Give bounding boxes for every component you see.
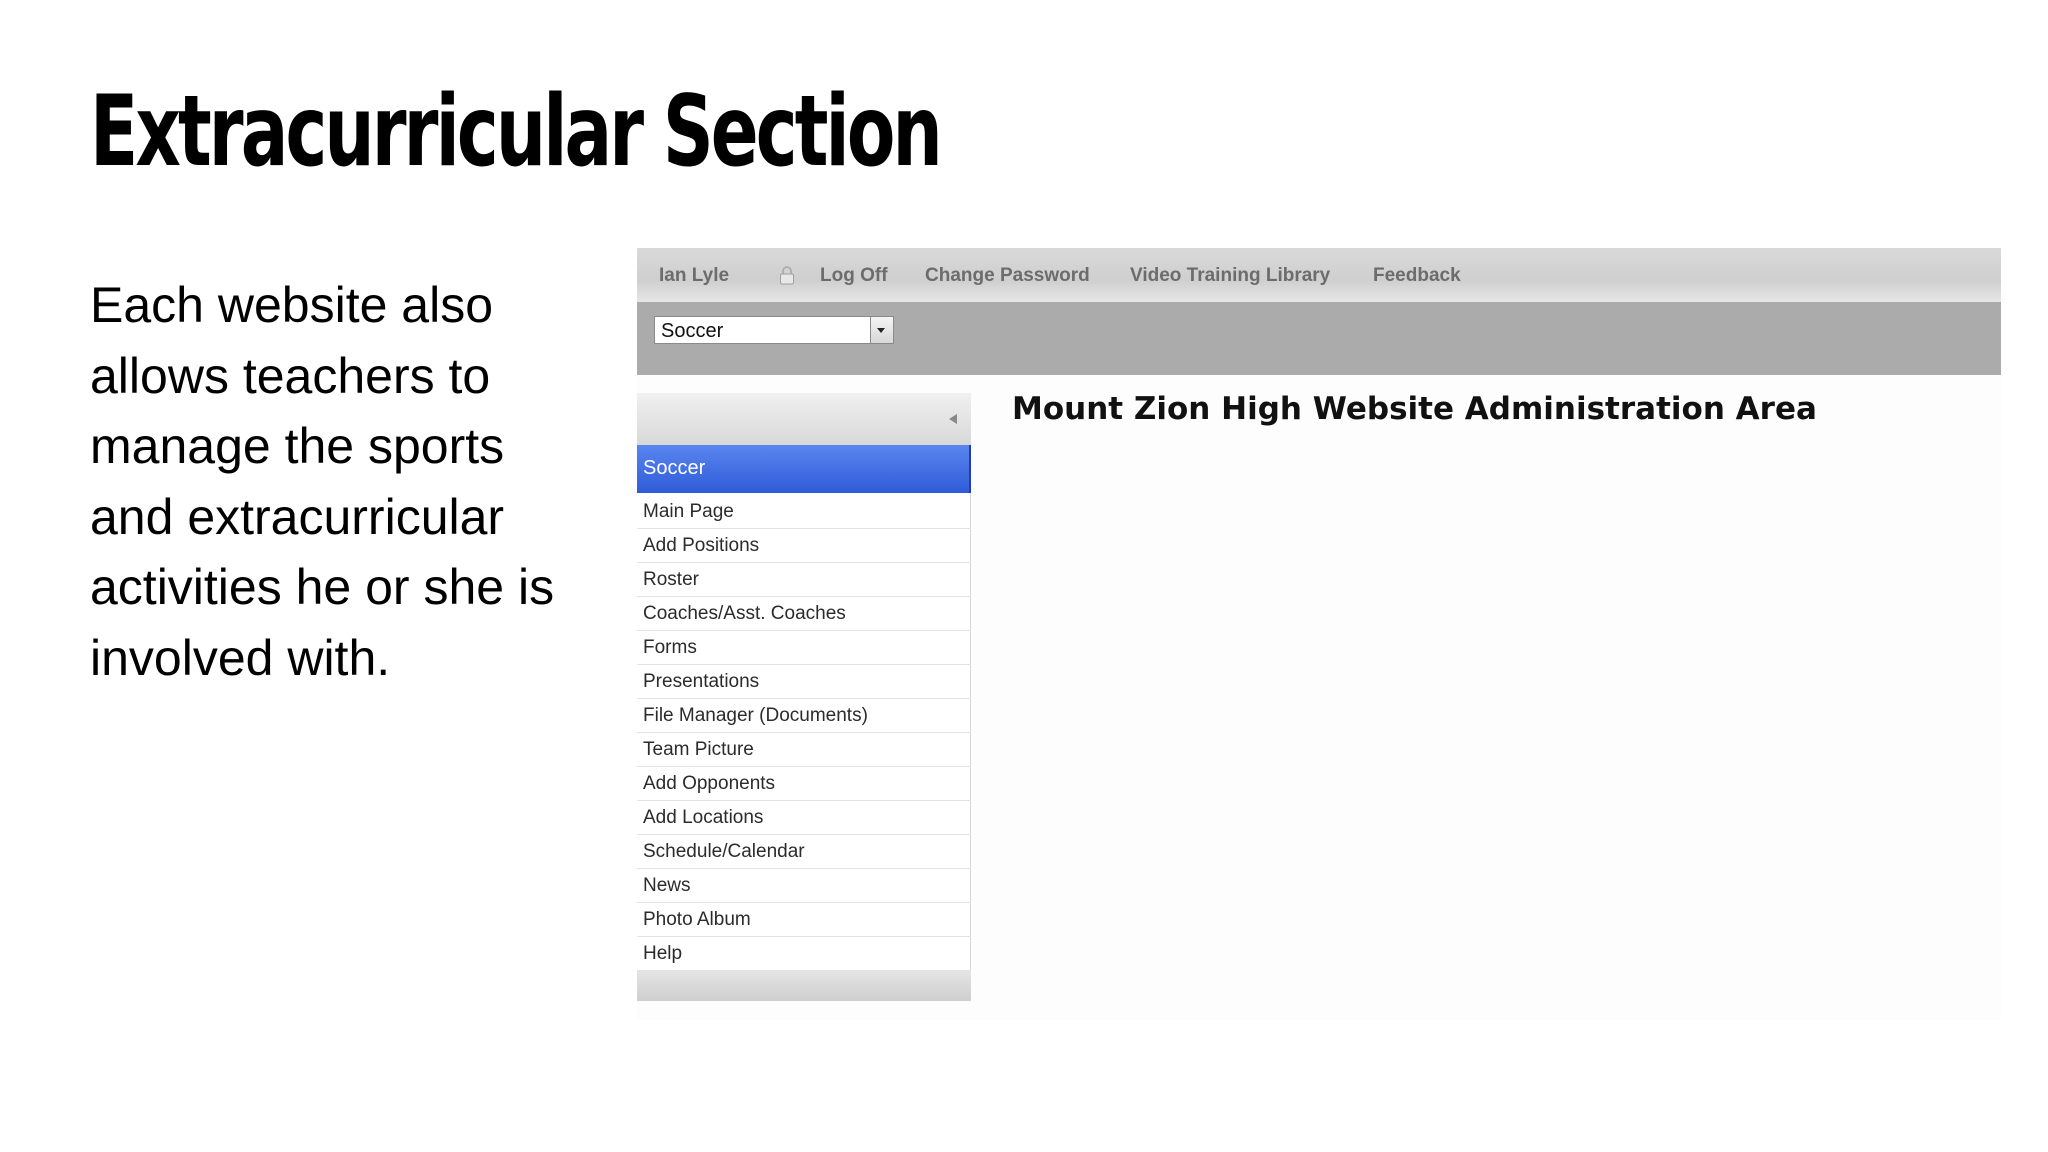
user-name: Ian Lyle <box>659 265 730 286</box>
sidebar-item-label: News <box>643 875 691 896</box>
sidebar-item-add-opponents[interactable] <box>637 767 971 801</box>
sidebar-item-add-locations[interactable] <box>637 801 971 835</box>
sidebar-item-label: Photo Album <box>643 909 751 930</box>
sidebar-footer <box>637 971 971 1001</box>
sidebar-item-team-picture[interactable] <box>637 733 971 767</box>
admin-area-heading: Mount Zion High Website Administration Area <box>1012 391 1817 427</box>
change-password-link[interactable]: Change Password <box>925 265 1090 286</box>
sidebar-item-photo-album[interactable] <box>637 903 971 937</box>
sidebar-item-main-page[interactable] <box>637 495 971 529</box>
sidebar-item-label: Presentations <box>643 671 760 692</box>
lock-icon <box>779 265 795 285</box>
sidebar-item-add-positions[interactable] <box>637 529 971 563</box>
sidebar-header <box>637 393 971 445</box>
slide-body-text: Each website also allows teachers to manage the sports and extracurricular activities he or she is involved with. <box>90 277 555 686</box>
sidebar-item-news[interactable] <box>637 869 971 903</box>
sidebar-item-label: Add Opponents <box>643 773 776 794</box>
sidebar-item-label: Schedule/Calendar <box>643 841 805 862</box>
collapse-arrow-icon[interactable] <box>949 414 957 424</box>
logoff-link[interactable]: Log Off <box>820 265 888 286</box>
feedback-link[interactable]: Feedback <box>1373 265 1461 286</box>
sidebar-item-presentations[interactable] <box>637 665 971 699</box>
sidebar-item-label: Coaches/Asst. Coaches <box>643 603 846 624</box>
sidebar-section-label: Soccer <box>643 457 706 479</box>
sidebar-item-forms[interactable] <box>637 631 971 665</box>
sidebar-item-label: File Manager (Documents) <box>643 705 868 726</box>
sidebar-item-label: Main Page <box>643 501 734 522</box>
activity-select-value: Soccer <box>661 320 724 342</box>
chevron-down-icon[interactable] <box>870 317 893 343</box>
sidebar-item-schedule[interactable] <box>637 835 971 869</box>
sidebar-item-label: Help <box>643 943 683 964</box>
sidebar-item-file-manager[interactable] <box>637 699 971 733</box>
sidebar-item-label: Roster <box>643 569 699 590</box>
slide-title: Extracurricular Section <box>90 75 940 189</box>
embedded-screenshot <box>637 248 2001 1020</box>
sidebar <box>637 393 971 1001</box>
sidebar-item-coaches[interactable] <box>637 597 971 631</box>
sidebar-item-roster[interactable] <box>637 563 971 597</box>
sidebar-item-label: Forms <box>643 637 697 658</box>
sidebar-item-label: Team Picture <box>643 739 754 760</box>
sidebar-section-soccer[interactable] <box>637 445 971 493</box>
activity-select[interactable] <box>654 316 894 344</box>
sidebar-item-help[interactable] <box>637 937 971 971</box>
video-training-link[interactable]: Video Training Library <box>1130 265 1331 286</box>
sidebar-item-label: Add Positions <box>643 535 760 556</box>
sidebar-item-label: Add Locations <box>643 807 764 828</box>
top-nav-bar <box>637 248 2001 302</box>
sidebar-menu <box>637 495 971 971</box>
